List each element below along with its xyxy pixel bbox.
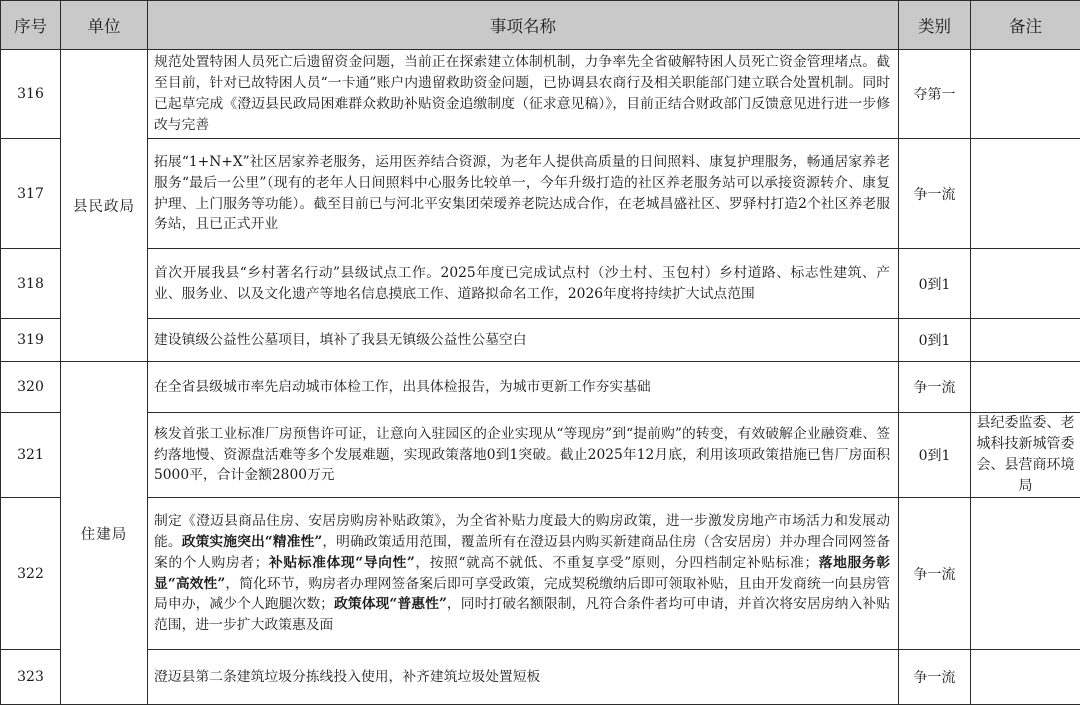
item-description [148,650,899,705]
row-number: 320 [1,362,61,413]
note-cell [971,50,1080,139]
unit-cell-housing: 住建局 [61,362,148,705]
header-unit: 单位 [61,1,148,50]
bold-text-segment: 政策实施突出“精准性” [182,534,323,550]
table-row [1,650,1080,705]
row-number: 317 [1,139,61,249]
item-description [148,498,899,650]
item-text-rich [154,511,890,636]
category-cell: 夺第一 [899,50,971,139]
item-text: 在全省县级城市率先启动城市体检工作，出具体检报告，为城市更新工作夯实基础 [154,377,890,398]
item-description [148,413,899,498]
row-number: 322 [1,498,61,650]
row-number: 319 [1,319,61,362]
text-segment: ，按照“就高不就低、不重复享受”原则，分四档制定补贴标准； [415,555,818,571]
category-cell: 争一流 [899,650,971,705]
table-row [1,139,1080,249]
bold-text-segment: 落地服务彰显“高效性” [154,555,890,592]
row-number: 316 [1,50,61,139]
item-text: 核发首张工业标准厂房预售许可证，让意向入驻园区的企业实现从“等现房”到“提前购”的转变，有效破解企业融资难、签约落地慢、资源盘活难等多个发展难题，实现政策落地0到1突破。截止2025年12月底，利用该项政策措施已售厂房面积5000平，合计金额2800万元 [154,424,890,486]
row-number: 321 [1,413,61,498]
table-row [1,362,1080,413]
item-text: 拓展“1+N+X”社区居家养老服务，运用医养结合资源，为老年人提供高质量的日间照料、康复护理服务，畅通居家养老服务“最后一公里”（现有的老年人日间照料中心服务比较单一，今年升级打造的社区养老服务站可以承接资源转介、康复护理、上门服务等功能）。截至目前已与河北平安集团荣瑷养老院达成合作，在老城昌盛社区、罗驿村打造2个社区养老服务站，且已正式开业 [154,152,890,235]
text-segment: ，明确政策适用范围，覆盖所有在澄迈县内购买新建商品住房（含安居房）并办理合同网签备案的个人购房者； [154,534,890,571]
header-no: 序号 [1,1,61,50]
item-text: 澄迈县第二条建筑垃圾分拣线投入使用，补齐建筑垃圾处置短板 [154,667,890,688]
text-segment: 制定《澄迈县商品住房、安居房购房补贴政策》，为全省补贴力度最大的购房政策，进一步激发房地产市场活力和发展动能。 [154,513,890,550]
text-segment: ，简化环节，购房者办理网签备案后即可享受政策，完成契税缴纳后即可领取补贴，且由开发商统一向县房管局申办，减少个人跑腿次数； [154,576,890,613]
note-cell [971,362,1080,413]
note-cell [971,139,1080,249]
item-text: 建设镇级公益性公墓项目，填补了我县无镇级公益性公墓空白 [154,330,890,351]
table-row [1,498,1080,650]
header-item: 事项名称 [148,1,899,50]
table-row [1,413,1080,498]
bold-text-segment: 政策体现“普惠性” [334,596,447,612]
row-number: 318 [1,249,61,319]
category-cell: 争一流 [899,139,971,249]
category-cell: 0到1 [899,319,971,362]
item-description [148,50,899,139]
text-segment: ，同时打破名额限制，凡符合条件者均可申请，并首次将安居房纳入补贴范围，进一步扩大政策惠及面 [154,596,890,633]
item-text: 规范处置特困人员死亡后遗留资金问题，当前正在探索建立体制机制，力争率先全省破解特困人员死亡资金管理堵点。截至目前，针对已故特困人员“一卡通”账户内遗留救助资金问题，已协调县农商行及相关职能部门建立联合处置机制。同时已起草完成《澄迈县民政局困难群众救助补贴资金追缴制度（征求意见稿）》，目前正结合财政部门反馈意见进行进一步修改与完善 [154,52,890,135]
category-cell: 争一流 [899,362,971,413]
bold-text-segment: 补贴标准体现“导向性” [268,555,414,571]
row-number: 323 [1,650,61,705]
category-cell: 0到1 [899,249,971,319]
item-description [148,319,899,362]
table-row [1,249,1080,319]
unit-cell-civil-affairs: 县民政局 [61,50,148,362]
note-cell: 县纪委监委、老城科技新城管委会、县营商环境局 [971,413,1080,498]
note-cell [971,319,1080,362]
category-cell: 争一流 [899,498,971,650]
item-description [148,139,899,249]
header-category: 类别 [899,1,971,50]
table-row [1,50,1080,139]
header-note: 备注 [971,1,1080,50]
table-row [1,319,1080,362]
header-row [1,1,1080,50]
note-cell [971,498,1080,650]
item-description [148,249,899,319]
item-text: 首次开展我县“乡村著名行动”县级试点工作。2025年度已完成试点村（沙土村、玉包村）乡村道路、标志性建筑、产业、服务业、以及文化遗产等地名信息摸底工作、道路拟命名工作，2026年度将持续扩大试点范围 [154,263,890,305]
note-cell [971,650,1080,705]
note-cell [971,249,1080,319]
item-description [148,362,899,413]
category-cell: 0到1 [899,413,971,498]
